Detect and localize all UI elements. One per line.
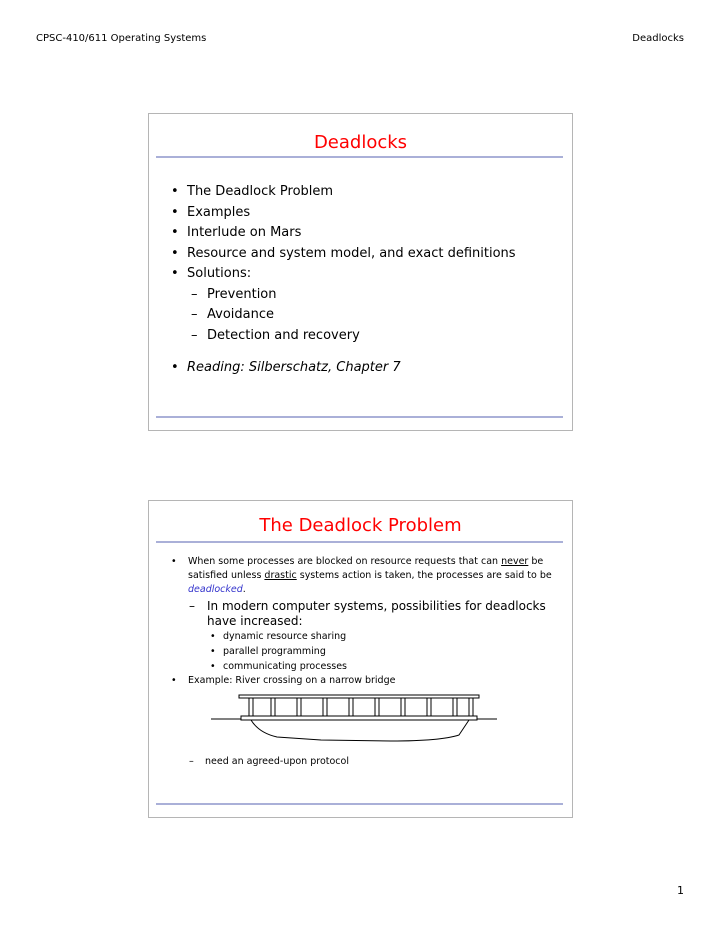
footer-divider — [156, 416, 563, 418]
list-item: • Interlude on Mars — [171, 225, 302, 240]
title-divider — [156, 156, 563, 158]
footer-divider — [156, 803, 563, 805]
list-item: • dynamic resource sharing — [210, 631, 347, 642]
list-item: • parallel programming — [210, 646, 326, 657]
list-item: • Examples — [171, 204, 251, 220]
header-course-title: CPSC-410/611 Operating Systems — [36, 33, 207, 44]
slide-body — [171, 555, 561, 688]
slide-deadlocks — [148, 113, 573, 431]
sub-list-item: – Detection and recovery — [191, 327, 360, 343]
title-divider — [156, 541, 563, 543]
definition-paragraph: • When some processes are blocked on resource requests that can never be satisfied unless drastic systems action is taken, the processes are said to be deadlocked. — [171, 556, 552, 595]
sub-list-item: – Prevention — [191, 286, 277, 302]
list-item: • Resource and system model, and exact definitions — [171, 245, 516, 261]
header-topic: Deadlocks — [632, 33, 684, 44]
slide-title: The Deadlock Problem — [259, 515, 462, 536]
protocol-note: – need an agreed-upon protocol — [189, 756, 349, 767]
list-item: • Solutions: — [171, 266, 252, 281]
example-item: • Example: River crossing on a narrow bridge — [171, 675, 396, 686]
sub-point: – In modern computer systems, possibilities for deadlocks have increased: — [189, 599, 546, 628]
slide-title: Deadlocks — [313, 132, 408, 153]
list-item: • communicating processes — [210, 661, 348, 672]
outline-list — [171, 182, 516, 346]
page-number: 1 — [677, 884, 684, 897]
reading-note: • Reading: Silberschatz, Chapter 7 — [171, 360, 401, 375]
list-item: • The Deadlock Problem — [171, 184, 334, 199]
bridge-illustration — [211, 689, 497, 743]
sub-list-item: – Avoidance — [191, 307, 274, 322]
slide-deadlock-problem — [148, 500, 573, 818]
